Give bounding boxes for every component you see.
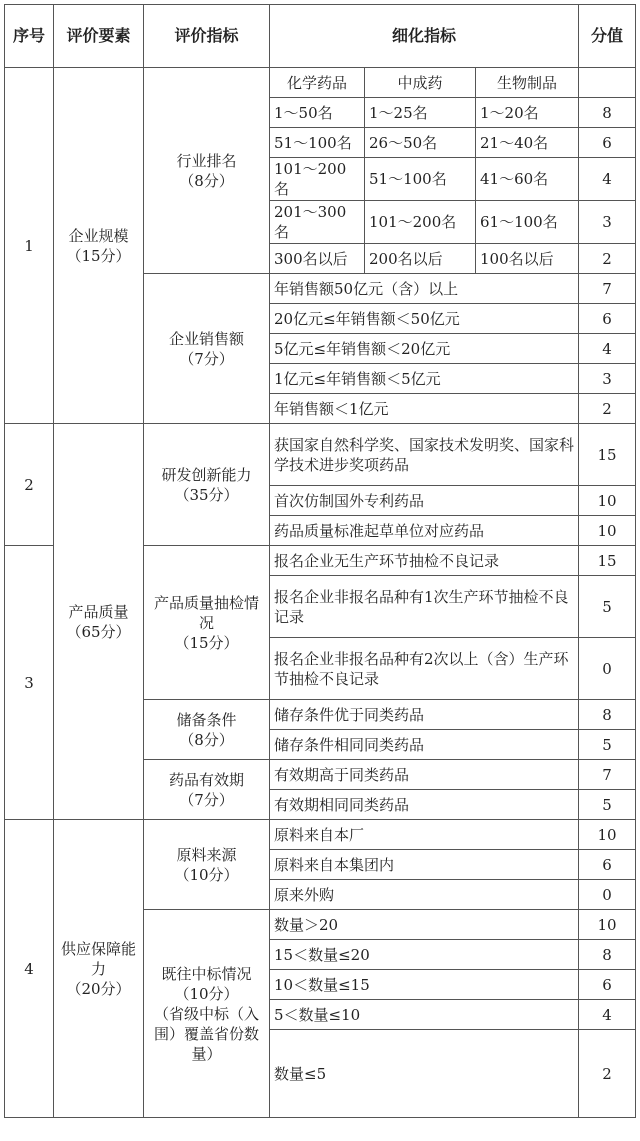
factor-cell: [54, 68, 144, 424]
detail-cell: 101～200名: [365, 201, 476, 244]
score-cell: 15: [579, 424, 636, 486]
detail-cell: 100名以后: [476, 244, 579, 274]
indicator-cell: [144, 700, 270, 760]
detail-cell: 51～100名: [365, 158, 476, 201]
factor-cell: [54, 424, 144, 820]
factor-points: （20分）: [66, 979, 131, 998]
detail-cell: 获国家自然科学奖、国家技术发明奖、国家科学技术进步奖项药品: [270, 424, 579, 486]
detail-cell: 10＜数量≤15: [270, 970, 579, 1000]
indicator-name: 储备条件: [176, 710, 237, 729]
detail-cell: 101～200名: [270, 158, 365, 201]
indicator-points: （15分）: [174, 633, 239, 652]
score-cell: 6: [579, 850, 636, 880]
indicator-name: 企业销售额: [168, 329, 244, 348]
score-cell: 8: [579, 98, 636, 128]
indicator-points: （7分）: [179, 349, 234, 368]
detail-cell: 原来外购: [270, 880, 579, 910]
indicator-name: 行业排名: [176, 151, 237, 170]
indicator-cell: [144, 68, 270, 274]
detail-cell: 1～20名: [476, 98, 579, 128]
detail-cell: 药品质量标准起草单位对应药品: [270, 516, 579, 546]
subheader-cell: 中成药: [365, 68, 476, 98]
score-cell: 10: [579, 486, 636, 516]
score-cell: 3: [579, 364, 636, 394]
score-cell: 0: [579, 638, 636, 700]
detail-cell: 300名以后: [270, 244, 365, 274]
score-cell: 7: [579, 760, 636, 790]
header-detail: 细化指标: [270, 5, 579, 68]
score-cell: 4: [579, 334, 636, 364]
indicator-name: 药品有效期: [168, 770, 244, 789]
detail-cell: 年销售额50亿元（含）以上: [270, 274, 579, 304]
detail-cell: 21～40名: [476, 128, 579, 158]
detail-cell: 数量≤5: [270, 1030, 579, 1118]
detail-cell: 1～50名: [270, 98, 365, 128]
detail-cell: 1～25名: [365, 98, 476, 128]
detail-cell: 原料来自本厂: [270, 820, 579, 850]
score-cell: 0: [579, 880, 636, 910]
detail-cell: 储存条件相同同类药品: [270, 730, 579, 760]
indicator-points: （10分）: [174, 865, 239, 884]
detail-cell: 51～100名: [270, 128, 365, 158]
indicator-name: 既往中标情况: [161, 964, 252, 983]
subheader-cell: 化学药品: [270, 68, 365, 98]
score-cell: 8: [579, 940, 636, 970]
indicator-note: （省级中标（入围）覆盖省份数量）: [153, 1004, 259, 1063]
factor-name: 企业规模: [68, 226, 129, 245]
detail-cell: 报名企业非报名品种有1次生产环节抽检不良记录: [270, 576, 579, 638]
score-cell: 10: [579, 910, 636, 940]
indicator-cell: [144, 820, 270, 910]
factor-points: （65分）: [66, 622, 131, 641]
indicator-points: （10分）: [174, 984, 239, 1003]
evaluation-table: [4, 4, 636, 1118]
detail-cell: 有效期相同同类药品: [270, 790, 579, 820]
header-score: 分值: [579, 5, 636, 68]
score-cell: 10: [579, 820, 636, 850]
detail-cell: 首次仿制国外专利药品: [270, 486, 579, 516]
seq-cell: 2: [5, 424, 54, 546]
table-row: [5, 424, 636, 486]
score-cell: 2: [579, 244, 636, 274]
score-cell: 5: [579, 576, 636, 638]
detail-cell: 储存条件优于同类药品: [270, 700, 579, 730]
score-cell: 6: [579, 128, 636, 158]
score-cell: 4: [579, 158, 636, 201]
detail-cell: 200名以后: [365, 244, 476, 274]
score-cell: 2: [579, 1030, 636, 1118]
indicator-name: 原料来源: [176, 845, 237, 864]
detail-cell: 原料来自本集团内: [270, 850, 579, 880]
detail-cell: 20亿元≤年销售额＜50亿元: [270, 304, 579, 334]
indicator-points: （8分）: [179, 171, 234, 190]
detail-cell: 201～300名: [270, 201, 365, 244]
score-cell: 15: [579, 546, 636, 576]
indicator-cell: [144, 424, 270, 546]
indicator-points: （8分）: [179, 730, 234, 749]
header-row: [5, 5, 636, 68]
factor-name: 供应保障能力: [60, 939, 136, 978]
detail-cell: 15＜数量≤20: [270, 940, 579, 970]
indicator-points: （35分）: [174, 485, 239, 504]
indicator-cell: [144, 910, 270, 1118]
score-cell: 5: [579, 730, 636, 760]
score-cell: 10: [579, 516, 636, 546]
detail-cell: 5＜数量≤10: [270, 1000, 579, 1030]
detail-cell: 报名企业无生产环节抽检不良记录: [270, 546, 579, 576]
score-cell: 6: [579, 304, 636, 334]
detail-cell: 年销售额＜1亿元: [270, 394, 579, 424]
score-cell: 3: [579, 201, 636, 244]
table-row: [5, 68, 636, 98]
detail-cell: 数量＞20: [270, 910, 579, 940]
detail-cell: 41～60名: [476, 158, 579, 201]
factor-cell: [54, 820, 144, 1118]
header-seq: 序号: [5, 5, 54, 68]
detail-cell: 61～100名: [476, 201, 579, 244]
header-indicator: 评价指标: [144, 5, 270, 68]
factor-name: 产品质量: [68, 602, 129, 621]
indicator-cell: [144, 760, 270, 820]
score-cell: 2: [579, 394, 636, 424]
factor-points: （15分）: [66, 246, 131, 265]
detail-cell: 26～50名: [365, 128, 476, 158]
score-cell: 5: [579, 790, 636, 820]
detail-cell: 5亿元≤年销售额＜20亿元: [270, 334, 579, 364]
indicator-points: （7分）: [179, 790, 234, 809]
seq-cell: 4: [5, 820, 54, 1118]
indicator-name: 产品质量抽检情况: [153, 593, 259, 632]
detail-cell: 有效期高于同类药品: [270, 760, 579, 790]
detail-cell: 1亿元≤年销售额＜5亿元: [270, 364, 579, 394]
score-cell: 6: [579, 970, 636, 1000]
score-cell: 8: [579, 700, 636, 730]
seq-cell: 1: [5, 68, 54, 424]
indicator-cell: [144, 546, 270, 700]
header-factor: 评价要素: [54, 5, 144, 68]
score-cell-empty: [579, 68, 636, 98]
subheader-cell: 生物制品: [476, 68, 579, 98]
score-cell: 7: [579, 274, 636, 304]
indicator-cell: [144, 274, 270, 424]
seq-cell: 3: [5, 546, 54, 820]
indicator-name: 研发创新能力: [161, 465, 252, 484]
detail-cell: 报名企业非报名品种有2次以上（含）生产环节抽检不良记录: [270, 638, 579, 700]
score-cell: 4: [579, 1000, 636, 1030]
table-row: [5, 820, 636, 850]
